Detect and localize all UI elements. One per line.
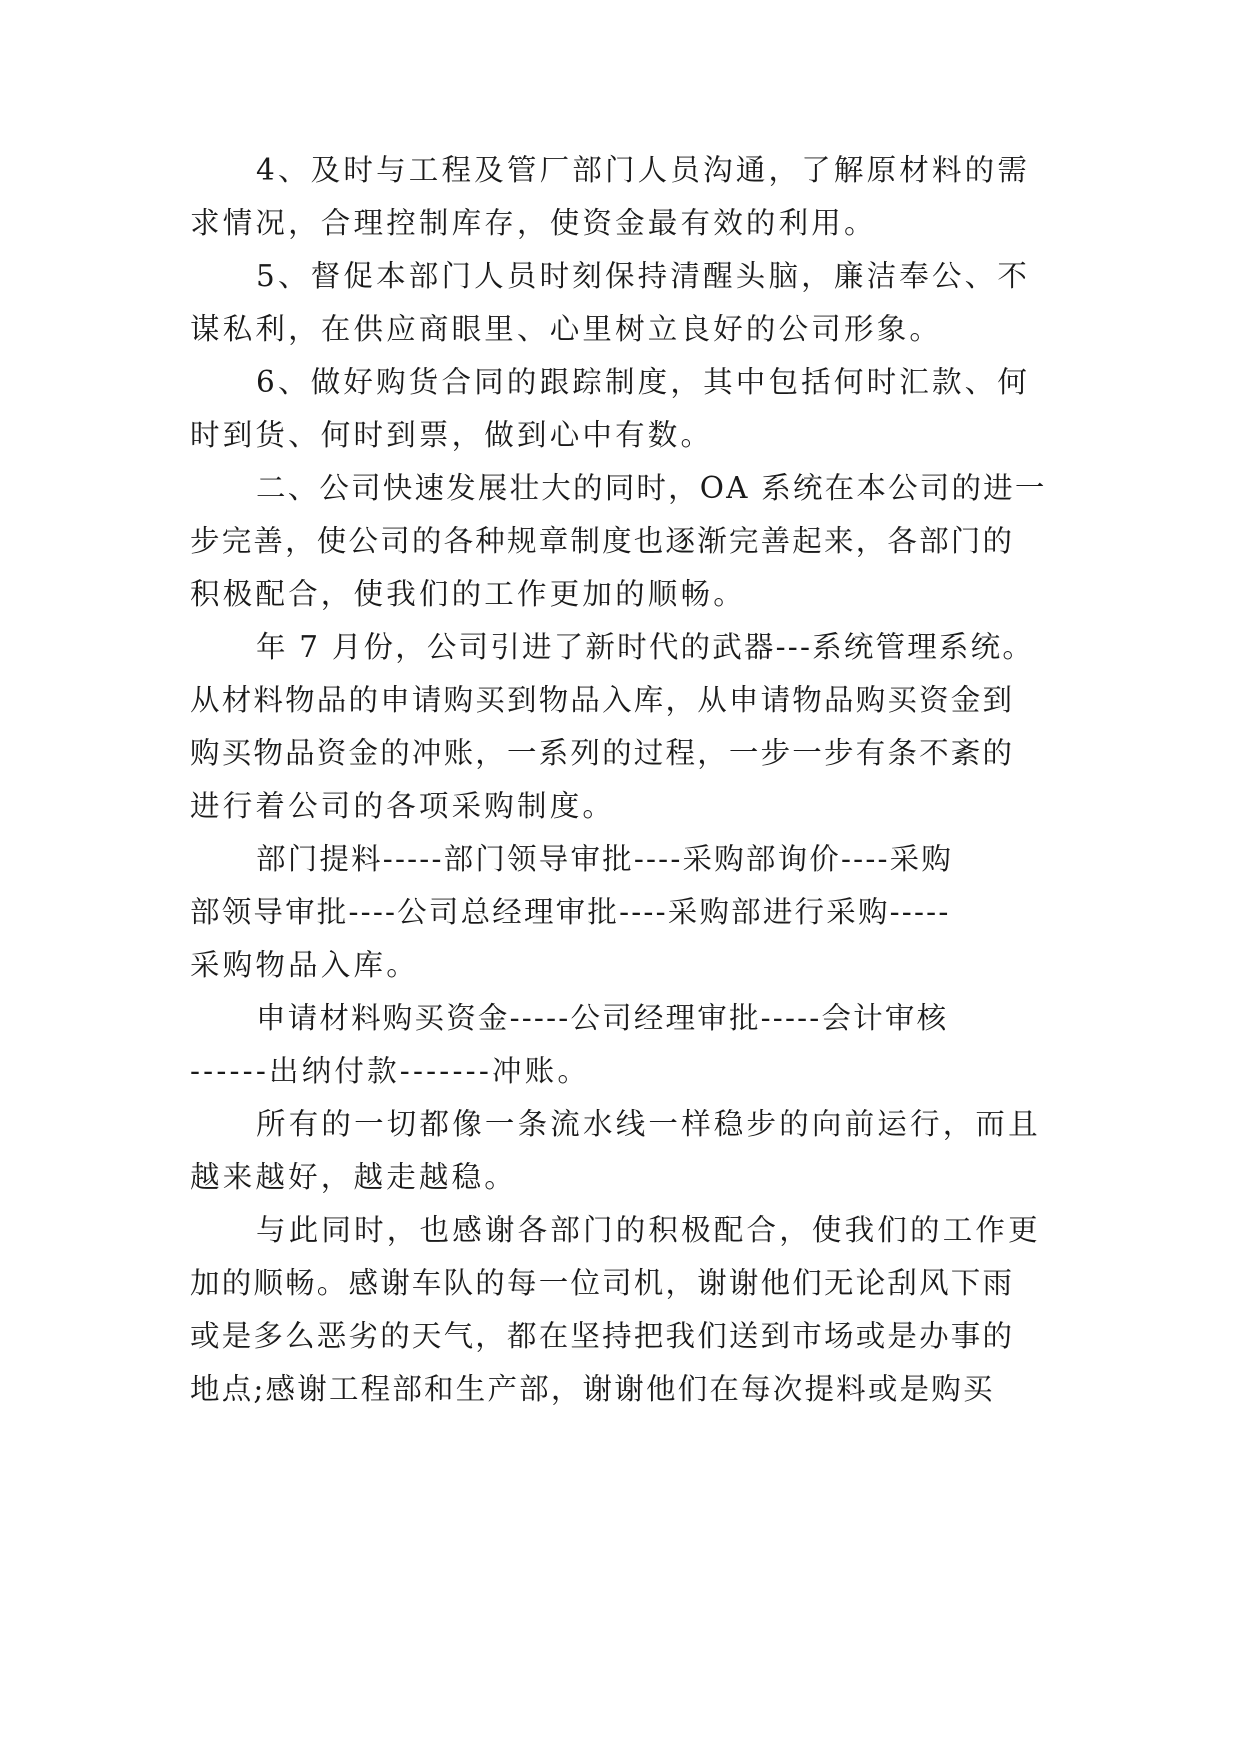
text-line: 越来越好，越走越稳。 xyxy=(190,1160,518,1194)
text-line: 谋私利，在供应商眼里、心里树立良好的公司形象。 xyxy=(190,312,943,346)
text-line: 二、公司快速发展壮大的同时，OA 系统在本公司的进一 xyxy=(256,471,1047,505)
text-line: 积极配合，使我们的工作更加的顺畅。 xyxy=(190,577,746,611)
text-line: 6、做好购货合同的跟踪制度，其中包括何时汇款、何 xyxy=(256,365,1031,399)
text-line: 求情况，合理控制库存，使资金最有效的利用。 xyxy=(190,206,877,240)
text-line: 申请材料购买资金-----公司经理审批-----会计审核 xyxy=(256,1001,949,1035)
text-line: 加的顺畅。感谢车队的每一位司机，谢谢他们无论刮风下雨 xyxy=(190,1266,1015,1300)
text-line: 与此同时，也感谢各部门的积极配合，使我们的工作更 xyxy=(256,1213,1041,1247)
text-line: 5、督促本部门人员时刻保持清醒头脑，廉洁奉公、不 xyxy=(256,259,1031,293)
text-line: 进行着公司的各项采购制度。 xyxy=(190,789,616,823)
text-line: 步完善，使公司的各种规章制度也逐渐完善起来，各部门的 xyxy=(190,524,1015,558)
text-line: 采购物品入库。 xyxy=(190,948,419,982)
text-line: 或是多么恶劣的天气，都在坚持把我们送到市场或是办事的 xyxy=(190,1319,1015,1353)
text-line: ------出纳付款-------冲账。 xyxy=(190,1054,591,1088)
text-line: 部门提料-----部门领导审批----采购部询价----采购 xyxy=(256,842,954,876)
text-line: 4、及时与工程及管厂部门人员沟通，了解原材料的需 xyxy=(256,153,1031,187)
text-line: 时到货、何时到票，做到心中有数。 xyxy=(190,418,714,452)
text-line: 部领导审批----公司总经理审批----采购部进行采购----- xyxy=(190,895,951,929)
text-line: 地点;感谢工程部和生产部，谢谢他们在每次提料或是购买 xyxy=(190,1372,995,1406)
text-line: 年 7 月份，公司引进了新时代的武器---系统管理系统。 xyxy=(256,630,1035,664)
text-line: 从材料物品的申请购买到物品入库，从申请物品购买资金到 xyxy=(190,683,1015,717)
text-line: 所有的一切都像一条流水线一样稳步的向前运行，而且 xyxy=(256,1107,1041,1141)
text-line: 购买物品资金的冲账，一系列的过程，一步一步有条不紊的 xyxy=(190,736,1015,770)
